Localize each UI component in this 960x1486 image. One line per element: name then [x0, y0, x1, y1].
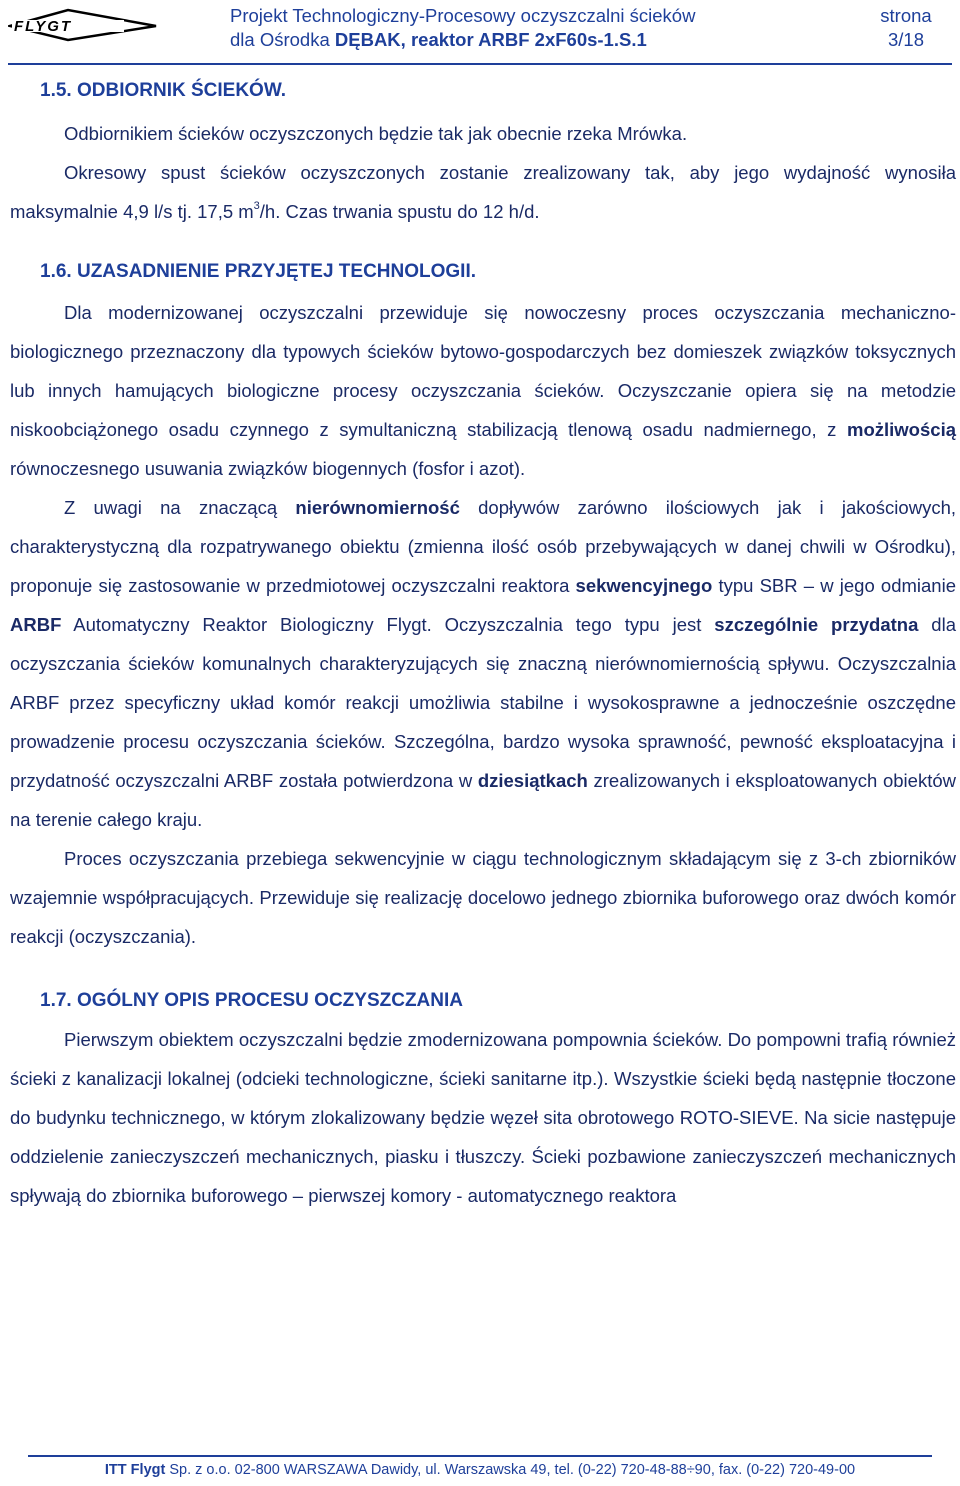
page-number: 3/18	[887, 29, 924, 50]
section-heading-1-7: 1.7. OGÓLNY OPIS PROCESU OCZYSZCZANIA	[40, 990, 463, 1011]
text-run: Okresowy spust ścieków oczyszczonych zostanie zrealizowany tak, aby jego wydajność wynosiła maksymalnie 4,9 l/s tj. 17,5 m	[10, 162, 956, 222]
bold-text: dziesiątkach	[477, 770, 588, 791]
text-run: Z uwagi na znaczącą	[64, 497, 296, 518]
text-run: zrealizowanych i eksploatowanych obiektów na terenie całego kraju.	[10, 770, 956, 830]
footer-address	[30, 1462, 930, 1478]
bold-text: nierównomierność	[295, 497, 460, 518]
page-label: strona	[880, 5, 932, 26]
section-heading-1-5: 1.5. ODBIORNIK ŚCIEKÓW.	[40, 80, 286, 101]
page-footer	[0, 1455, 960, 1486]
title-line-2-project: DĘBAK, reaktor ARBF 2xF60s-1.S.1	[334, 29, 647, 50]
paragraph-modernizacja	[10, 293, 956, 488]
flygt-logo-icon	[8, 4, 158, 44]
title-line-1: Projekt Technologiczny-Procesowy oczyszczalni ścieków	[230, 5, 696, 26]
document-body	[10, 70, 956, 1215]
text-run: /h. Czas trwania spustu do 12 h/d.	[259, 201, 540, 222]
title-line-2	[230, 28, 790, 52]
text-run: równoczesnego usuwania związków biogennych (fosfor i azot).	[10, 458, 526, 479]
title-line-2-prefix: dla Ośrodka	[230, 29, 335, 50]
document-title	[230, 4, 790, 52]
text-run: dla oczyszczania ścieków komunalnych charakteryzujących się znaczną nierównomiernością spływu. Oczyszczalnia ARBF przez specyficzny układ komór reakcji umożliwia stabilne i wysokosprawne a jednocześnie oszczędne prowadzenie procesu oczyszczania ścieków. Szczególna, bardzo wysoka sprawność, pewność eksploatacyjna i przydatność oczyszczalni ARBF została potwierdzona w	[10, 614, 956, 791]
text-run: dopływów zarówno ilościowych jak i jakościowych, charakterystyczną dla rozpatrywanego obiektu (zmienna ilość osób przebywających w danej chwili w Ośrodku), proponuje się zastosowanie w przedmiotowej oczyszczalni reaktora	[10, 497, 956, 596]
bold-text: szczególnie przydatna	[714, 614, 919, 635]
superscript: 3	[253, 199, 260, 212]
page-indicator	[866, 4, 946, 52]
footer-divider	[28, 1455, 932, 1457]
footer-contact: Sp. z o.o. 02-800 WARSZAWA Dawidy, ul. Warszawska 49, tel. (0-22) 720-48-88÷90, fax. (0-22) 720-49-00	[165, 1462, 856, 1478]
paragraph-nierownomiernosc	[10, 488, 956, 839]
text-run: Dla modernizowanej oczyszczalni przewiduje się nowoczesny proces oczyszczania mechaniczno-biologicznego przeznaczony dla typowych ścieków bytowo-gospodarczych bez domieszek związków toksycznych lub innych hamujących biologiczne procesy oczyszczania ścieków. Oczyszczanie opiera się na metodzie niskoobciążonego osadu czynnego z symultaniczną stabilizacją tlenową osadu nadmiernego, z	[10, 302, 956, 440]
page-header	[0, 0, 960, 68]
bold-text: możliwością	[847, 419, 956, 440]
paragraph-spust	[10, 153, 956, 231]
text-run: typu SBR – w jego odmianie	[712, 575, 956, 596]
text-run: Automatyczny Reaktor Biologiczny Flygt. Oczyszczalnia tego typu jest	[61, 614, 715, 635]
bold-text: ARBF	[10, 614, 62, 635]
bold-text: sekwencyjnego	[575, 575, 713, 596]
paragraph-proces: Proces oczyszczania przebiega sekwencyjnie w ciągu technologicznym składającym się z 3-ch zbiorników wzajemnie współpracujących. Przewiduje się realizację docelowo jednego zbiornika buforowego oraz dwóch komór reakcji (oczyszczania).	[10, 848, 956, 947]
paragraph-opis-procesu: Pierwszym obiektem oczyszczalni będzie zmodernizowana pompownia ścieków. Do pompowni trafią również ścieki z kanalizacji lokalnej (odcieki technologiczne, ścieki sanitarne itp.). Wszystkie ścieki będą następnie tłoczone do budynku technicznego, w którym zlokalizowany będzie węzeł sita obrotowego ROTO-SIEVE. Na sicie następuje oddzielenie zanieczyszczeń mechanicznych, piasku i tłuszczy. Ścieki pozbawione zanieczyszczeń mechanicznych spływają do zbiornika buforowego – pierwszej komory - automatycznego reaktora	[10, 1029, 956, 1206]
logo-text: FLYGT	[14, 18, 73, 35]
header-divider	[8, 63, 952, 65]
section-heading-1-6: 1.6. UZASADNIENIE PRZYJĘTEJ TECHNOLOGII.	[40, 261, 477, 282]
paragraph-odbiornik: Odbiornikiem ścieków oczyszczonych będzie tak jak obecnie rzeka Mrówka.	[64, 123, 688, 144]
flygt-logo	[8, 4, 158, 44]
footer-company: ITT Flygt	[104, 1462, 166, 1478]
